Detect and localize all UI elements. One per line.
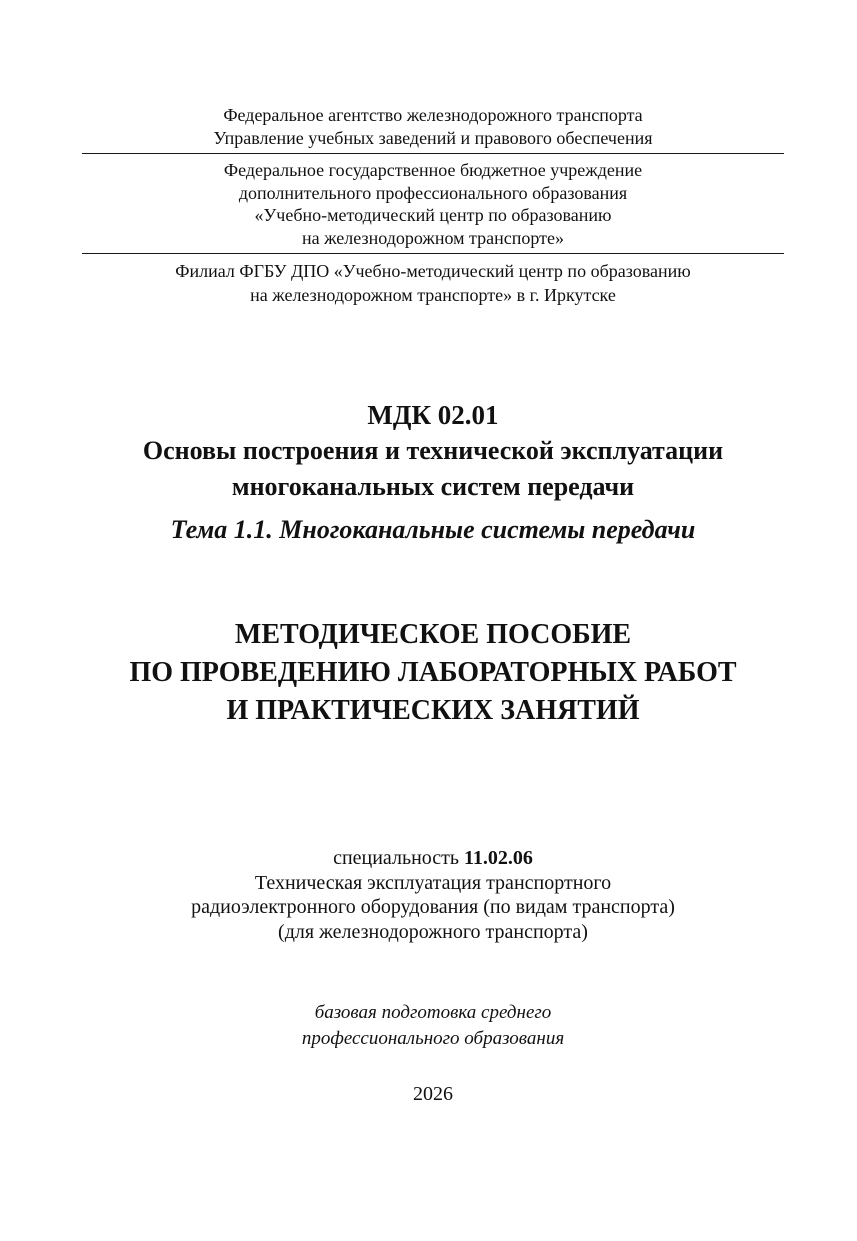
institution-line: Федеральное государственное бюджетное учреждение: [223, 160, 643, 180]
document-type: [82, 616, 784, 730]
agency-name: Федеральное агентство железнодорожного транспорта: [223, 105, 643, 125]
department-name: Управление учебных заведений и правового обеспечения: [213, 128, 653, 148]
header-divider: [82, 253, 784, 254]
education-level-line: базовая подготовка среднего: [314, 1002, 552, 1023]
year-text: 2026: [413, 1083, 453, 1105]
course-title-block: [82, 397, 784, 505]
specialty-prefix: специальность: [333, 847, 460, 869]
specialty-name-line: Техническая эксплуатация транспортного: [254, 871, 612, 894]
education-level: [82, 1000, 784, 1052]
header-divider: [82, 153, 784, 154]
specialty-line: [82, 846, 784, 871]
course-title-line: многоканальных систем передачи: [231, 472, 635, 501]
course-title-line: Основы построения и технической эксплуатации: [142, 436, 724, 465]
institution-line: дополнительного профессионального образования: [238, 182, 628, 203]
document-type-line: И ПРАКТИЧЕСКИХ ЗАНЯТИЙ: [226, 695, 640, 726]
branch-line: Филиал ФГБУ ДПО «Учебно-методический центр по образованию: [175, 261, 691, 281]
specialty-block: [82, 846, 784, 944]
document-type-line: МЕТОДИЧЕСКОЕ ПОСОБИЕ: [234, 619, 632, 650]
topic-title: Тема 1.1. Многоканальные системы передачи: [170, 515, 696, 544]
specialty-code: 11.02.06: [464, 847, 533, 869]
publication-year: [82, 1081, 784, 1107]
institution-line: на железнодорожном транспорте»: [301, 227, 564, 248]
specialty-name-line: (для железнодорожного транспорта): [278, 920, 588, 943]
branch-header: [82, 259, 784, 307]
course-topic: [82, 513, 784, 547]
education-level-line: профессионального образования: [301, 1028, 565, 1049]
course-code: МДК 02.01: [367, 400, 499, 430]
specialty-name-line: радиоэлектронного оборудования (по видам транспорта): [191, 896, 675, 918]
institution-line: «Учебно-методический центр по образованию: [254, 205, 612, 225]
institution-header: [82, 159, 784, 249]
branch-line: на железнодорожном транспорте» в г. Иркутске: [250, 285, 616, 305]
document-type-line: ПО ПРОВЕДЕНИЮ ЛАБОРАТОРНЫХ РАБОТ: [129, 657, 737, 688]
agency-header: [82, 104, 784, 150]
